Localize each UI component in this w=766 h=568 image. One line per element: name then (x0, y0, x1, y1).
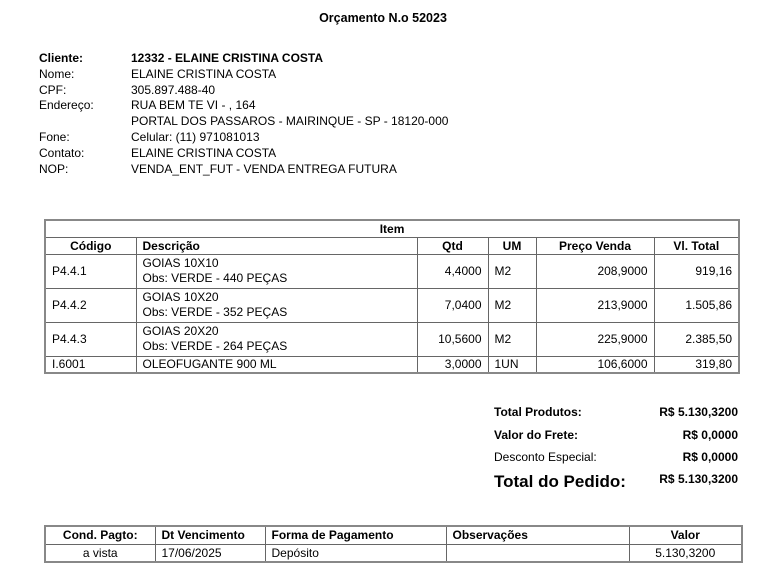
col-header: UM (488, 237, 536, 254)
desconto-especial (494, 450, 738, 464)
item-description (136, 322, 417, 356)
total-value: R$ 0,0000 (682, 450, 738, 464)
phone-row (39, 130, 448, 146)
address-row (39, 98, 448, 114)
item-description (136, 288, 417, 322)
total-label: Total Produtos: (494, 405, 582, 419)
item-qtd: 3,0000 (417, 356, 488, 373)
field-value: ELAINE CRISTINA COSTA (131, 145, 277, 160)
item-total: 1.505,86 (654, 288, 739, 322)
field-value: VENDA_ENT_FUT - VENDA ENTREGA FUTURA (131, 161, 397, 176)
item-qtd: 4,4000 (417, 254, 488, 288)
item-obs: Obs: VERDE - 440 PEÇAS (142, 271, 288, 285)
item-description: OLEOFUGANTE 900 ML (136, 356, 417, 373)
col-header: Cond. Pagto: (45, 526, 155, 544)
col-header: Forma de Pagamento (265, 526, 446, 544)
item-price: 208,9000 (536, 254, 654, 288)
table-row (45, 544, 742, 562)
field-label: Cliente: (39, 51, 84, 65)
nop-row (39, 162, 448, 178)
field-label: Contato: (39, 145, 85, 160)
field-value: 12332 - ELAINE CRISTINA COSTA (131, 51, 324, 65)
total-value: R$ 5.130,3200 (659, 472, 738, 486)
col-header: Descrição (136, 237, 417, 254)
item-um: M2 (488, 288, 536, 322)
field-label: NOP: (39, 161, 69, 176)
item-code: P4.4.3 (45, 322, 136, 356)
table-row (45, 254, 739, 288)
item-code: I.6001 (45, 356, 136, 373)
item-code: P4.4.2 (45, 288, 136, 322)
payment-header-row (45, 526, 742, 544)
item-um: 1UN (488, 356, 536, 373)
table-row (45, 322, 739, 356)
item-desc: GOIAS 10X20 (142, 290, 219, 304)
item-price: 213,9000 (536, 288, 654, 322)
col-header: Observações (446, 526, 629, 544)
item-um: M2 (488, 254, 536, 288)
name-row (39, 67, 448, 83)
item-price: 106,6000 (536, 356, 654, 373)
forma-pagamento: Depósito (265, 544, 446, 562)
total-value: R$ 0,0000 (682, 428, 738, 442)
cond-pagto: a vista (45, 544, 155, 562)
col-header: Qtd (417, 237, 488, 254)
item-obs: Obs: VERDE - 352 PEÇAS (142, 305, 288, 319)
valor: 5.130,3200 (629, 544, 742, 562)
document-title: Orçamento N.o 52023 (319, 11, 447, 25)
dt-vencimento: 17/06/2025 (155, 544, 265, 562)
total-value: R$ 5.130,3200 (659, 405, 738, 419)
item-obs: Obs: VERDE - 264 PEÇAS (142, 339, 288, 353)
payment-table (44, 525, 743, 563)
valor-frete (494, 428, 738, 442)
field-value: Celular: (11) 971081013 (131, 129, 260, 144)
item-total: 919,16 (654, 254, 739, 288)
field-label: Nome: (39, 66, 75, 81)
table-row (45, 288, 739, 322)
cpf-row (39, 83, 448, 99)
address-row-2 (39, 114, 448, 130)
col-header: Vl. Total (654, 237, 739, 254)
item-total: 319,80 (654, 356, 739, 373)
total-pedido (494, 472, 738, 492)
field-label: Endereço: (39, 98, 94, 113)
observacoes (446, 544, 629, 562)
items-table (44, 219, 740, 374)
table-row (45, 356, 739, 373)
col-header: Preço Venda (536, 237, 654, 254)
col-header: Dt Vencimento (155, 526, 265, 544)
col-header: Código (45, 237, 136, 254)
client-info (39, 51, 448, 177)
item-um: M2 (488, 322, 536, 356)
items-header-row (45, 237, 739, 254)
field-value: RUA BEM TE VI - , 164 (131, 98, 256, 113)
total-label: Valor do Frete: (494, 428, 579, 442)
field-label (39, 114, 131, 130)
item-qtd: 7,0400 (417, 288, 488, 322)
total-produtos (494, 405, 738, 419)
field-value: PORTAL DOS PASSAROS - MAIRINQUE - SP - 18120-000 (131, 114, 449, 129)
item-total: 2.385,50 (654, 322, 739, 356)
item-code: P4.4.1 (45, 254, 136, 288)
field-value: 305.897.488-40 (131, 82, 216, 97)
field-label: Fone: (39, 129, 70, 144)
col-header: Valor (629, 526, 742, 544)
field-label: CPF: (39, 82, 67, 97)
item-qtd: 10,5600 (417, 322, 488, 356)
total-label: Total do Pedido: (494, 472, 626, 491)
item-description (136, 254, 417, 288)
item-desc: GOIAS 20X20 (142, 324, 219, 338)
total-label: Desconto Especial: (494, 450, 597, 464)
item-price: 225,9000 (536, 322, 654, 356)
contact-row (39, 146, 448, 162)
client-row (39, 51, 448, 67)
field-value: ELAINE CRISTINA COSTA (131, 66, 277, 81)
item-desc: GOIAS 10X10 (142, 256, 219, 270)
items-caption: Item (45, 220, 739, 237)
